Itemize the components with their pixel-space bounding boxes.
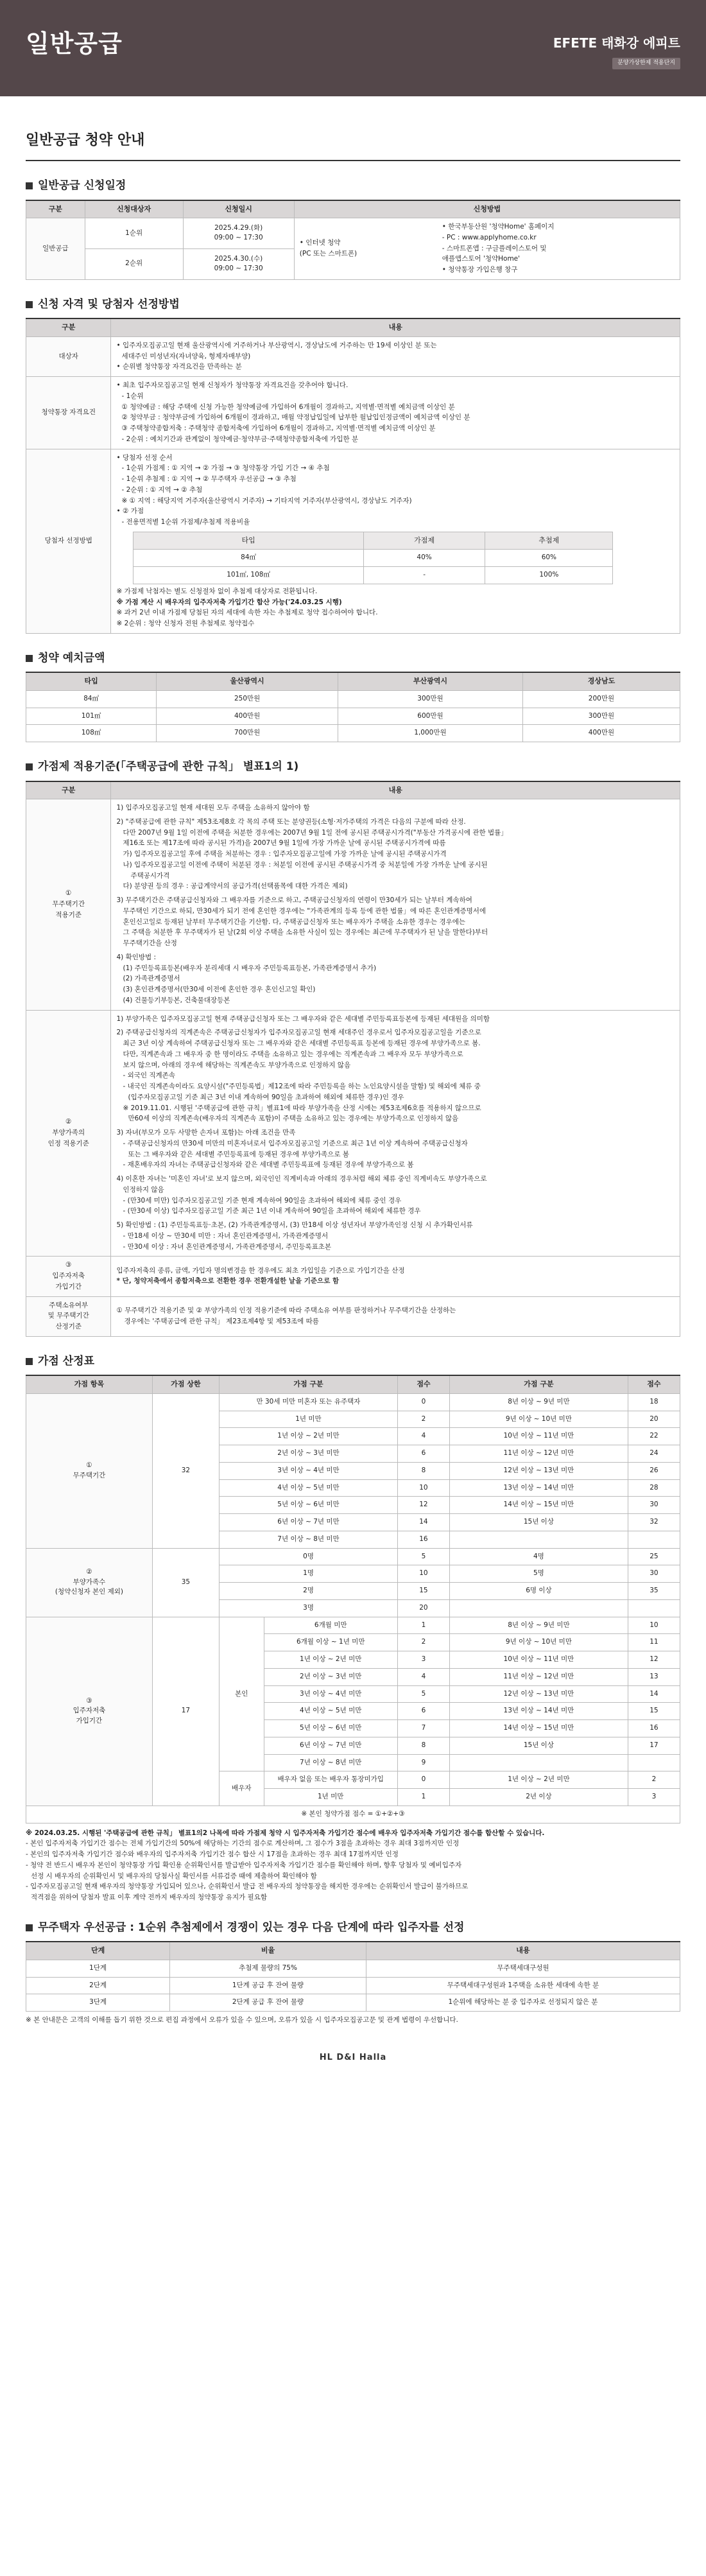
table-cell: 6 [397,1703,449,1720]
section-criteria-title: 가점제 적용기준(「주택공급에 관한 규칙」 별표1의 1) [26,759,680,776]
eligibility-table [26,318,680,634]
row-label: ③ 입주자저축 가입기간 [26,1257,111,1296]
table-header: 구분 [26,200,85,218]
table-cell: 15 [397,1583,449,1600]
table-header: 신청방법 [294,200,680,218]
priority-table: 단계 비율 내용 1단계 추첨제 물량의 75% 무주택세대구성원 2단계 1단계 공급 후 잔여 물량 무주택세대구성원과 1주택을 소유한 세대에 속한 분 3단계 2단계 공급 후 잔여 물량 1순위에 해당하는 분 중 입주자로 선정되지 않은 분 [26,1941,680,2012]
table-cell: 24 [628,1445,680,1463]
schedule-table [26,200,680,280]
table-cell: 15 [628,1703,680,1720]
square-bullet-icon [26,301,33,308]
table-cell: 16 [397,1531,449,1548]
table-cell: 25 [628,1548,680,1565]
criteria-table: 구분 내용 ① 무주택기간 적용기준 1) 입주자모집공고일 현재 세대원 모두 주택을 소유하지 않아야 함 2) "주택공급에 관한 규칙" 제53조제8호 각 목의 주택 또는 분양권등(소형·저가주택의 가격은 다음의 구분에 따라 산정. 다만 2007년 9월 1일 이전에 주택을 처분한 경우에는 2007년 9월 1일 전에 공시된 주택공시가격("부동산 가격공시에 관한 법률」 제16조 또는 제17조에 따라 공시된 가격)을 2007년 9월 1일에 가장 가까운 날에 공시된 주택공시가격에 따름 가) 입주자모집공고일 후에 주택을 처분하는 경우 : 입주자모집공고일에 가장 가까운 날에 공시된 주택공시가격 나) 입주자모집공고일 이전에 주택이 처분된 경우 : 처분일 이전에 공시된 주택공시가격 중 처분일에 가장 가까운 날에 공시된 주택공시가격 다) 분양권 등의 경우 : 공급계약서의 공급가격(선택품목에 대한 가격은 제외) 3) 무주택기간은 주택공급신청자와 그 배우자를 기준으로 하고, 주택공급신청자의 연령이 만30세가 되는 날부터 계속하여 무주택인 기간으로 하되, 만30세가 되기 전에 혼인한 경우에는 "가족관계의 등록 등에 관한 법률」에 따른 혼인관계증명서에 혼인신고일로 등재된 날부터 무주택기간을 기산함. 다, 주택공급신청자 또는 배우자가 주택을 소유한 경우는 경우에는 그 주택을 처분한 후 무주택자가 된 날(2회 이상 주택을 소유한 사실이 있는 경우에는 최근에 무주택자가 된 날을 말한다)부터 무주택기간을 산정 4) 확인방법 : (1) 주민등록표등본(배우자 분리세대 시 배우자 주민등록표등본, 가족관계증명서 추가) (2) 가족관계증명서 (3) 혼인관계증명서(만30세 이전에 혼인한 경우 혼인신고일 확인) (4) 건물등기부등본, 건축물대장등본 ② 부양가족의 인정 적용기준 1) 부양가족은 입주자모집공고일 현재 주택공급신청자 또는 그 배우자와 같은 세대별 주민등록표등본에 등재된 세대원을 의미함 2) 주택공급신청자의 직계존속은 주택공급신청자가 입주자모집공고일 현재 세대주인 경우로서 입주자모집공고일을 기준으로 최근 3년 이상 계속하여 주택공급신청자 또는 그 배우자와 같은 세대별 주민등록표 등본에 등재된 경우에 부양가족으로 봄. 다만, 직계존속과 그 배우자 중 한 명이라도 주택을 소유하고 있는 경우에는 직계존속과 그 배우자 모두 부양가족으로 보지 않으며, 아래의 경우에 해당하는 직계존속도 부양가족으로 인정하지 않음 - 외국인 직계존속 - 내국인 직계존속이라도 요양시설("주민등록법」제12조에 따라 주민등록을 하는 노인요양시설을 말함) 및 해외에 체류 중 (입주자모집공고일 기준 최근 3년 이내 계속하여 90일을 초과하여 해외에 체류한 경우)인 경우 ※ 2019.11.01. 시행된 '주택공급에 관한 규칙」별표1에 따라 부양가족을 산정 시에는 제53조제6호를 적용하지 않으므로 만60세 이상의 직계존속(배우자의 직계존속 포함)이 주택을 소유하고 있는 경우에는 부양가족으로 인정하지 않음 3) 자녀(부모가 모두 사망한 손자녀 포함)는 아래 조건을 만족 - 주택공급신청자의 만30세 미만의 미혼자녀로서 입주자모집공고일 기준으로 최근 1년 이상 계속하여 주택공급신청자 또는 그 배우자와 같은 세대별 주민등록표에 등재된 경우에 부양가족으로 봄 - 재혼배우자의 자녀는 주택공급신청자와 같은 세대별 주민등록표에 등재된 경우에 부양가족으로 봄 4) 이혼한 자녀는 '미혼인 자녀'로 보지 않으며, 외국인인 직계비속과 아래의 경우처럼 해외 체류 중인 직계비속도 부양가족으로 인정하지 않음 - (만30세 미만) 입주자모집공고일 기준 현재 계속하여 90일을 초과하여 해외에 체류 중인 경우 - (만30세 이상) 입주자모집공고일 기준 최근 1년 이내 계속하여 90일을 초과하여 해외에 체류한 경우 5) 확인방법 : (1) 주민등록표등·초본, (2) 가족관계증명서, (3) 만18세 이상 성년자녀 부양가족인정 신청 시 추가확인서류 - 만18세 이상 ~ 만30세 미만 : 자녀 혼인관계증명서, 가족관계증명서 - 만30세 이상 : 자녀 혼인관계증명서, 가족관계증명서, 주민등록표초본 ③ 입주자저축 가입기간 입주자저축의 종류, 금액, 가입자 명의변경을 한 경우에도 최초 가입일을 기준으로 가입기간을 산정 * 단, 청약저축에서 종합저축으로 전환한 경우 전환개설한 날을 기준으로 함 주택소유여부 및 무주택기간 산정기준 ① 무주택기간 적용기준 및 ② 부양가족의 인정 적용기준에 따라 주택소유 여부를 판정하거나 무주택기간을 산정하는 경우에는 '주택공급에 관한 규칙」 제23조제4항 및 제53조에 따름 [26,781,680,1337]
section-score-title: 가점 산정표 [26,1353,680,1370]
table-cell: 20 [397,1599,449,1617]
brand-name: EFETE 태화강 에피트 [553,35,680,51]
table-cell: 10년 이상 ~ 11년 미만 [449,1651,628,1669]
table-cell [628,1754,680,1771]
table-cell: 11년 이상 ~ 12년 미만 [449,1445,628,1463]
table-row: 84㎡ 250만원 300만원 200만원 [26,690,680,708]
table-cell: 17 [152,1617,219,1806]
ratio-table: 타입 가점제 추첨제 84㎡ 40% 60% 101㎡, 108㎡ - 100% [133,532,613,584]
brand-block [553,33,680,69]
table-cell: 6년 이상 ~ 7년 미만 [264,1737,397,1754]
table-cell: ※ 본인 청약가점 점수 = ①+②+③ [26,1806,680,1823]
table-cell: 2년 이상 ~ 3년 미만 [264,1668,397,1685]
table-cell: 6개월 이상 ~ 1년 미만 [264,1634,397,1651]
table-cell: 12년 이상 ~ 13년 미만 [449,1462,628,1479]
table-cell: 14년 이상 ~ 15년 미만 [449,1720,628,1737]
table-cell: 4 [397,1668,449,1685]
square-bullet-icon [26,655,33,662]
score-group-label: ② 부양가족수 (청약신청자 본인 제외) [26,1548,153,1617]
table-cell: 배우자 [220,1771,264,1806]
table-cell: 2년 이상 ~ 3년 미만 [220,1445,398,1463]
table-cell: 10 [628,1617,680,1634]
table-cell: 6 [397,1445,449,1463]
document-title: 일반공급 청약 안내 [26,130,680,161]
table-cell: 6개월 미만 [264,1617,397,1634]
table-cell: 9 [397,1754,449,1771]
table-cell: 10 [397,1479,449,1497]
page-header [0,0,706,96]
row-content: 1) 입주자모집공고일 현재 세대원 모두 주택을 소유하지 않아야 함 2) "주택공급에 관한 규칙" 제53조제8호 각 목의 주택 또는 분양권등(소형·저가주택의 가격은 다음의 구분에 따라 산정. 다만 2007년 9월 1일 이전에 주택을 처분한 경우에는 2007년 9월 1일 전에 공시된 주택공시가격("부동산 가격공시에 관한 법률」 제16조 또는 제17조에 따라 공시된 가격)을 2007년 9월 1일에 가장 가까운 날에 공시된 주택공시가격에 따름 가) 입주자모집공고일 후에 주택을 처분하는 경우 : 입주자모집공고일에 가장 가까운 날에 공시된 주택공시가격 나) 입주자모집공고일 이전에 주택이 처분된 경우 : 처분일 이전에 공시된 주택공시가격 중 처분일에 가장 가까운 날에 공시된 주택공시가격 다) 분양권 등의 경우 : 공급계약서의 공급가격(선택품목에 대한 가격은 제외) 3) 무주택기간은 주택공급신청자와 그 배우자를 기준으로 하고, 주택공급신청자의 연령이 만30세가 되는 날부터 계속하여 무주택인 기간으로 하되, 만30세가 되기 전에 혼인한 경우에는 "가족관계의 등록 등에 관한 법률」에 따른 혼인관계증명서에 혼인신고일로 등재된 날부터 무주택기간을 기산함. 다, 주택공급신청자 또는 배우자가 주택을 소유한 경우는 경우에는 그 주택을 처분한 후 무주택자가 된 날(2회 이상 주택을 소유한 사실이 있는 경우에는 최근에 무주택자가 된 날을 말한다)부터 무주택기간을 산정 4) 확인방법 : (1) 주민등록표등본(배우자 분리세대 시 배우자 주민등록표등본, 가족관계증명서 추가) (2) 가족관계증명서 (3) 혼인관계증명서(만30세 이전에 혼인한 경우 혼인신고일 확인) (4) 건물등기부등본, 건축물대장등본 [111,799,680,1011]
page-title: 일반공급 [26,30,123,58]
table-cell: 2 [397,1634,449,1651]
row-label: 대상자 [26,336,111,376]
table-cell: 4명 [449,1548,628,1565]
table-cell: 6년 이상 ~ 7년 미만 [220,1514,398,1531]
table-cell: 32 [628,1514,680,1531]
row-content: • 당첨자 선정 순서 - 1순위 가점제 : ① 지역 → ② 가점 → ③ 청약통장 가입 기간 → ④ 추첨 - 1순위 추첨제 : ① 지역 → ② 무주택자 우선공급 → ③ 추첨 - 2순위 : ① 지역 → ② 추첨 ※ ① 지역 : 해당지역 거주자(울산광역시 거주자) → 기타지역 거주자(부산광역시, 경상남도 거주자) • ② 가점 - 전용면적별 1순위 가점제/추첨제 적용비율 타입 가점제 추첨제 84㎡ 40% 60% 101㎡, 108㎡ - 100% ※ 가점제 낙첨자는 별도 신청절차 없이 추첨제 대상자로 전환됩니다. ※ 가점 계산 시 배우자의 입주자저축 가입기간 합산 가능('24.03.25 시행) ※ 과거 2년 이내 가점제 당첨된 자의 세대에 속한 자는 추첨제로 청약 접수하여야 합니다. ※ 2순위 : 청약 신청자 전원 추첨제로 청약접수 [111,449,680,633]
table-cell: 20 [628,1411,680,1428]
table-cell: 12 [628,1651,680,1669]
row-content: 입주자저축의 종류, 금액, 가입자 명의변경을 한 경우에도 최초 가입일을 기준으로 가입기간을 산정 * 단, 청약저축에서 종합저축으로 전환한 경우 전환개설한 날을 기준으로 함 [111,1257,680,1296]
table-cell: 3 [628,1789,680,1806]
table-header: 신청대상자 [85,200,183,218]
table-cell: 9년 이상 ~ 10년 미만 [449,1411,628,1428]
table-cell: 13년 이상 ~ 14년 미만 [449,1479,628,1497]
main-content [0,130,706,2076]
table-cell: 11년 이상 ~ 12년 미만 [449,1668,628,1685]
table-cell: 30 [628,1565,680,1583]
table-cell: 14 [397,1514,449,1531]
score-group-label: ① 무주택기간 [26,1393,153,1548]
table-cell: 8년 이상 ~ 9년 미만 [449,1617,628,1634]
table-cell: 3 [397,1651,449,1669]
table-cell: 14 [628,1685,680,1703]
table-cell: 3년 이상 ~ 4년 미만 [264,1685,397,1703]
table-cell: 1년 이상 ~ 2년 미만 [449,1771,628,1789]
table-header: 신청일시 [183,200,294,218]
table-cell: 13 [628,1668,680,1685]
table-cell: 10 [397,1565,449,1583]
table-cell: 30 [628,1497,680,1514]
table-cell: 2025.4.30.(수) 09:00 ~ 17:30 [183,248,294,279]
table-cell [449,1754,628,1771]
table-cell: 5년 이상 ~ 6년 미만 [220,1497,398,1514]
table-cell: 7 [397,1720,449,1737]
row-content: • 최초 입주자모집공고일 현재 신청자가 청약통장 자격요건을 갖추어야 합니다. - 1순위 ① 청약예금 : 해당 주택에 신청 가능한 청약예금에 가입하여 6개월이 경과하고, 지역별·면적별 예치금액 이상인 분 ② 청약부금 : 청약부금에 가입하여 6개월이 경과하고, 매월 약정납입일에 납부한 월납입인정금액이 예치금액 이상인 분 ③ 주택청약종합저축 : 주택청약 종합저축에 가입하여 6개월이 경과하고, 지역별·면적별 예치금액 이상인 분 - 2순위 : 예치기간과 관계없이 청약예금·청약부금·주택청약종합저축에 가입한 분 [111,377,680,449]
square-bullet-icon [26,1924,33,1931]
table-cell [628,1531,680,1548]
row-label: ① 무주택기간 적용기준 [26,799,111,1011]
table-cell: 26 [628,1462,680,1479]
table-cell: 12 [397,1497,449,1514]
table-cell: 1년 미만 [264,1789,397,1806]
table-cell [628,1599,680,1617]
disclaimer: ※ 본 안내문은 고객의 이해를 돕기 위한 것으로 편집 과정에서 오류가 있을 수 있으며, 오류가 있을 시 입주자모집공고문 및 관계 법령이 우선합니다. [26,2016,458,2024]
table-row: 3단계 2단계 공급 후 잔여 물량 1순위에 해당하는 분 중 입주자로 선정되지 않은 분 [26,1994,680,2012]
method-cell: • 인터넷 청약 (PC 또는 스마트폰) • 한국부동산원 '청약Home' 홈페이지 - PC : www.applyhome.co.kr - 스마트폰앱 : 구글플레이스토어 및 애플앱스토어 '청약Home' • 청약통장 가입은행 창구 [294,218,680,280]
table-cell: 본인 [220,1617,264,1771]
table-cell: 1년 미만 [220,1411,398,1428]
row-label: ② 부양가족의 인정 적용기준 [26,1010,111,1257]
table-cell: 배우자 없음 또는 배우자 통장미가입 [264,1771,397,1789]
row-label: 주택소유여부 및 무주택기간 산정기준 [26,1296,111,1336]
table-cell: 15년 이상 [449,1514,628,1531]
table-cell: 2 [397,1411,449,1428]
square-bullet-icon [26,1358,33,1365]
table-row [26,1806,680,1823]
table-cell: 1순위 [85,218,183,249]
section-schedule-title: 일반공급 신청일정 [26,178,680,195]
table-cell: 8 [397,1462,449,1479]
table-cell: 10년 이상 ~ 11년 미만 [449,1428,628,1445]
section-eligibility-title: 신청 자격 및 당첨자 선정방법 [26,297,680,313]
table-header: 구분 [26,318,111,336]
table-cell: 5 [397,1685,449,1703]
square-bullet-icon [26,763,33,770]
table-row: 101㎡ 400만원 600만원 300만원 [26,708,680,725]
table-cell: 28 [628,1479,680,1497]
table-cell: 13년 이상 ~ 14년 미만 [449,1703,628,1720]
row-content: ① 무주택기간 적용기준 및 ② 부양가족의 인정 적용기준에 따라 주택소유 여부를 판정하거나 무주택기간을 산정하는 경우에는 '주택공급에 관한 규칙」 제23조제4항 및 제53조에 따름 [111,1296,680,1336]
group-label: 일반공급 [26,218,85,280]
score-group-label: ③ 입주자저축 가입기간 [26,1617,153,1806]
table-cell: 35 [152,1548,219,1617]
table-cell: 7년 이상 ~ 8년 미만 [220,1531,398,1548]
table-row [26,1548,680,1565]
table-header: 내용 [111,318,680,336]
table-cell: 1 [397,1789,449,1806]
table-cell: 5 [397,1548,449,1565]
table-cell: 2 [628,1771,680,1789]
table-cell: 2명 [220,1583,398,1600]
table-cell: 0 [397,1393,449,1411]
table-cell: 4년 이상 ~ 5년 미만 [220,1479,398,1497]
table-cell: 6명 이상 [449,1583,628,1600]
score-notes: ※ 2024.03.25. 시행된 '주택공급에 관한 규칙」 별표1의2 나목에 따라 가점제 청약 시 입주자저축 가입기간 점수에 배우자 입주자저축 가입기간 점수를 합산할 수 있습니다. - 본인 입주자저축 가입기간 점수는 전체 가입기간의 50%에 해당하는 기간의 점수로 계산하며, 그 점수가 3점을 초과하는 경우 최대 3점까지만 인정 - 본인의 입주자저축 가입기간 점수와 배우자의 입주자저축 가입기간 점수 합산 시 17점을 초과하는 경우 최대 17점까지만 인정 - 청약 전 반드시 배우자 본인이 청약통장 가입 확인용 순위확인서를 발급받아 입주자저축 가입기간 점수를 확인해야 하며, 향후 당첨자 및 예비입주자 선정 시 배우자의 순위확인서 및 배우자의 당첨사실 확인서를 서류검증 때에 제출하여 확인해야 함 - 입주자모집공고일 현재 배우자의 청약통장 가입되어 있으나, 순위확인서 발급 전 배우자의 청약통장을 해지한 경우에는 순위확인서 발급이 불가하므로 적격점을 위하여 당첨자 발표 이후 계약 전까지 배우자의 청약통장 유지가 필요함 [26,1829,545,1901]
table-cell: 2년 이상 [449,1789,628,1806]
table-row [26,1393,680,1411]
table-cell: 15년 이상 [449,1737,628,1754]
table-cell: 8년 이상 ~ 9년 미만 [449,1393,628,1411]
company-logo: HL D&I Halla [319,2052,387,2062]
square-bullet-icon [26,182,33,189]
table-cell: 3명 [220,1599,398,1617]
table-cell: 2025.4.29.(화) 09:00 ~ 17:30 [183,218,294,249]
table-cell: 18 [628,1393,680,1411]
table-cell: 만 30세 미만 미혼자 또는 유주택자 [220,1393,398,1411]
table-cell: 1년 이상 ~ 2년 미만 [264,1651,397,1669]
table-cell: 0명 [220,1548,398,1565]
table-cell: 32 [152,1393,219,1548]
table-cell: 22 [628,1428,680,1445]
table-cell: 3년 이상 ~ 4년 미만 [220,1462,398,1479]
table-cell [449,1531,628,1548]
table-row: 1단계 추첨제 물량의 75% 무주택세대구성원 [26,1960,680,1977]
section-deposit-title: 청약 예치금액 [26,650,680,667]
table-cell: 9년 이상 ~ 10년 미만 [449,1634,628,1651]
section-priority-title: 무주택자 우선공급 : 1순위 추첨제에서 경쟁이 있는 경우 다음 단계에 따라 입주자를 선정 [26,1920,680,1936]
row-label: 청약통장 자격요건 [26,377,111,449]
table-cell: 17 [628,1737,680,1754]
score-table: 가점 항목 가점 상한 가점 구분 점수 가점 구분 점수 ① 무주택기간 32 만 30세 미만 미혼자 또는 유주택자 0 8년 이상 ~ 9년 미만 18 1년 미만 2 9년 이상 ~ 10년 미만 20 1년 이상 ~ 2년 미만 4 10년 이상 ~ 11년 미만 22 2년 이상 ~ 3년 미만 6 11년 이상 ~ 12년 미만 24 3년 이상 ~ 4년 미만 8 12년 이상 ~ 13년 미만 26 4년 이상 ~ 5년 미만 10 13년 이상 ~ 14년 미만 28 5년 이상 ~ 6년 미만 12 14년 이상 ~ 15년 미만 30 6년 이상 ~ 7년 미만 14 15년 이상 32 7년 이상 ~ 8년 미만 16 ② 부양가족수 (청약신청자 본인 제외) 35 0명 5 4명 25 1명 10 5명 30 2명 15 6명 이상 35 3명 20 ③ 입주자저축 가입기간 17 본인 6개월 미만 1 8년 이상 ~ 9년 미만 10 6개월 이상 ~ 1년 미만 2 9년 이상 ~ 10년 미만 11 1년 이상 ~ 2년 미만 3 10년 이상 ~ 11년 미만 12 2년 이상 ~ 3년 미만 4 11년 이상 ~ 12년 미만 13 3년 이상 ~ 4년 미만 5 12년 이상 ~ 13년 미만 14 4년 이상 ~ 5년 미만 6 13년 이상 ~ 14년 미만 15 5년 이상 ~ 6년 미만 7 14년 이상 ~ 15년 미만 16 6년 이상 ~ 7년 미만 8 15년 이상 17 7년 이상 ~ 8년 미만 9 배우자 배우자 없음 또는 배우자 통장미가입 0 1년 이상 ~ 2년 미만 2 1년 미만 1 2년 이상 3 ※ 본인 청약가점 점수 = ①+②+③ [26,1375,680,1823]
row-label: 당첨자 선정방법 [26,449,111,633]
table-cell: 16 [628,1720,680,1737]
table-cell: 5년 이상 ~ 6년 미만 [264,1720,397,1737]
table-row: 2단계 1단계 공급 후 잔여 물량 무주택세대구성원과 1주택을 소유한 세대에 속한 분 [26,1977,680,1994]
table-cell: 1명 [220,1565,398,1583]
row-content: 1) 부양가족은 입주자모집공고일 현재 주택공급신청자 또는 그 배우자와 같은 세대별 주민등록표등본에 등재된 세대원을 의미함 2) 주택공급신청자의 직계존속은 주택공급신청자가 입주자모집공고일 현재 세대주인 경우로서 입주자모집공고일을 기준으로 최근 3년 이상 계속하여 주택공급신청자 또는 그 배우자와 같은 세대별 주민등록표 등본에 등재된 경우에 부양가족으로 봄. 다만, 직계존속과 그 배우자 중 한 명이라도 주택을 소유하고 있는 경우에는 직계존속과 그 배우자 모두 부양가족으로 보지 않으며, 아래의 경우에 해당하는 직계존속도 부양가족으로 인정하지 않음 - 외국인 직계존속 - 내국인 직계존속이라도 요양시설("주민등록법」제12조에 따라 주민등록을 하는 노인요양시설을 말함) 및 해외에 체류 중 (입주자모집공고일 기준 최근 3년 이내 계속하여 90일을 초과하여 해외에 체류한 경우)인 경우 ※ 2019.11.01. 시행된 '주택공급에 관한 규칙」별표1에 따라 부양가족을 산정 시에는 제53조제6호를 적용하지 않으므로 만60세 이상의 직계존속(배우자의 직계존속 포함)이 주택을 소유하고 있는 경우에는 부양가족으로 인정하지 않음 3) 자녀(부모가 모두 사망한 손자녀 포함)는 아래 조건을 만족 - 주택공급신청자의 만30세 미만의 미혼자녀로서 입주자모집공고일 기준으로 최근 1년 이상 계속하여 주택공급신청자 또는 그 배우자와 같은 세대별 주민등록표에 등재된 경우에 부양가족으로 봄 - 재혼배우자의 자녀는 주택공급신청자와 같은 세대별 주민등록표에 등재된 경우에 부양가족으로 봄 4) 이혼한 자녀는 '미혼인 자녀'로 보지 않으며, 외국인인 직계비속과 아래의 경우처럼 해외 체류 중인 직계비속도 부양가족으로 인정하지 않음 - (만30세 미만) 입주자모집공고일 기준 현재 계속하여 90일을 초과하여 해외에 체류 중인 경우 - (만30세 이상) 입주자모집공고일 기준 최근 1년 이내 계속하여 90일을 초과하여 해외에 체류한 경우 5) 확인방법 : (1) 주민등록표등·초본, (2) 가족관계증명서, (3) 만18세 이상 성년자녀 부양가족인정 신청 시 추가확인서류 - 만18세 이상 ~ 만30세 미만 : 자녀 혼인관계증명서, 가족관계증명서 - 만30세 이상 : 자녀 혼인관계증명서, 가족관계증명서, 주민등록표초본 [111,1010,680,1257]
table-row [26,1617,680,1634]
table-cell: 8 [397,1737,449,1754]
table-cell: 2순위 [85,248,183,279]
row-content: • 입주자모집공고일 현재 울산광역시에 거주하거나 부산광역시, 경상남도에 거주하는 만 19세 이상인 분 또는 세대주인 미성년자(자녀양육, 형제자매부양) • 순위별 청약통장 자격요건을 만족하는 분 [111,336,680,376]
table-cell [449,1599,628,1617]
table-cell: 5명 [449,1565,628,1583]
table-cell: 35 [628,1583,680,1600]
table-cell: 12년 이상 ~ 13년 미만 [449,1685,628,1703]
table-cell: 4년 이상 ~ 5년 미만 [264,1703,397,1720]
table-cell: 0 [397,1771,449,1789]
table-cell: 4 [397,1428,449,1445]
table-cell: 11 [628,1634,680,1651]
deposit-table: 타입 울산광역시 부산광역시 경상남도 84㎡ 250만원 300만원 200만원 101㎡ 400만원 600만원 300만원 108㎡ 700만원 1,000만원 400만원 [26,672,680,742]
table-row: 108㎡ 700만원 1,000만원 400만원 [26,725,680,742]
table-cell: 1년 이상 ~ 2년 미만 [220,1428,398,1445]
table-cell: 14년 이상 ~ 15년 미만 [449,1497,628,1514]
table-cell: 7년 이상 ~ 8년 미만 [264,1754,397,1771]
table-cell: 1 [397,1617,449,1634]
brand-badge: 분양가상한제 적용단지 [612,58,680,69]
